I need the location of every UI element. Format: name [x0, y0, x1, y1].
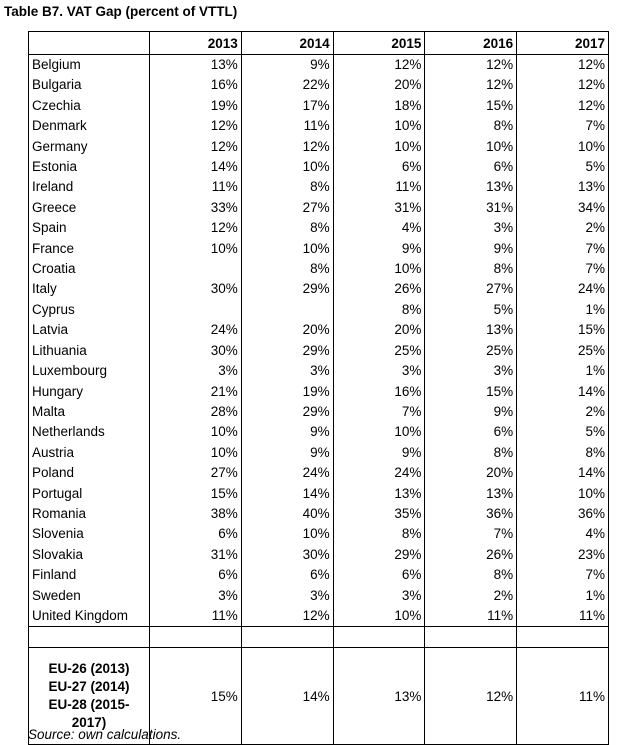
- value-cell: 10%: [333, 422, 425, 442]
- value-cell: 3%: [241, 586, 333, 606]
- country-cell: Hungary: [29, 382, 150, 402]
- value-cell: 25%: [333, 341, 425, 361]
- table-row: [29, 524, 609, 544]
- value-cell: 9%: [333, 239, 425, 259]
- value-cell: 35%: [333, 504, 425, 524]
- value-cell: 36%: [425, 504, 517, 524]
- value-cell: 29%: [241, 341, 333, 361]
- value-cell: 4%: [517, 524, 609, 544]
- table-row: [29, 504, 609, 524]
- table-row: [29, 137, 609, 157]
- value-cell: 26%: [425, 545, 517, 565]
- value-cell: 13%: [425, 320, 517, 340]
- value-cell: 3%: [333, 361, 425, 381]
- value-cell: 3%: [333, 586, 425, 606]
- value-cell: 10%: [333, 137, 425, 157]
- value-cell: 6%: [150, 565, 242, 585]
- value-cell: 13%: [150, 55, 242, 76]
- value-cell: 12%: [150, 116, 242, 136]
- empty-cell: [150, 627, 242, 648]
- value-cell: 11%: [517, 606, 609, 627]
- value-cell: 20%: [425, 463, 517, 483]
- value-cell: 3%: [425, 361, 517, 381]
- value-cell: 3%: [150, 586, 242, 606]
- value-cell: 10%: [333, 606, 425, 627]
- table-body: [29, 55, 609, 627]
- value-cell: [241, 300, 333, 320]
- value-cell: 25%: [425, 341, 517, 361]
- value-cell: 26%: [333, 279, 425, 299]
- value-cell: 2%: [517, 402, 609, 422]
- year-header: 2013: [150, 32, 242, 55]
- value-cell: 3%: [425, 218, 517, 238]
- value-cell: 10%: [241, 157, 333, 177]
- value-cell: 30%: [150, 279, 242, 299]
- value-cell: 3%: [150, 361, 242, 381]
- table-row: [29, 116, 609, 136]
- value-cell: 20%: [333, 320, 425, 340]
- value-cell: 8%: [241, 218, 333, 238]
- value-cell: 13%: [425, 177, 517, 197]
- value-cell: 12%: [517, 75, 609, 95]
- value-cell: 12%: [241, 606, 333, 627]
- value-cell: 12%: [425, 55, 517, 76]
- value-cell: 19%: [241, 382, 333, 402]
- eu-label-line: EU-26 (2013): [48, 661, 130, 677]
- table-title: Table B7. VAT Gap (percent of VTTL): [4, 4, 238, 19]
- value-cell: 12%: [517, 55, 609, 76]
- year-header: 2014: [241, 32, 333, 55]
- table-row: [29, 545, 609, 565]
- table-row: [29, 565, 609, 585]
- value-cell: 9%: [333, 443, 425, 463]
- eu-value-cell: 14%: [241, 648, 333, 745]
- country-cell: Portugal: [29, 484, 150, 504]
- value-cell: 11%: [150, 606, 242, 627]
- value-cell: 14%: [517, 463, 609, 483]
- value-cell: 12%: [241, 137, 333, 157]
- value-cell: 18%: [333, 96, 425, 116]
- value-cell: 29%: [241, 402, 333, 422]
- country-cell: Lithuania: [29, 341, 150, 361]
- table-row: [29, 606, 609, 627]
- value-cell: 1%: [517, 300, 609, 320]
- value-cell: 24%: [241, 463, 333, 483]
- value-cell: 12%: [425, 75, 517, 95]
- spacer-row: [29, 627, 609, 648]
- value-cell: 11%: [150, 177, 242, 197]
- value-cell: 9%: [425, 402, 517, 422]
- table-header: [29, 32, 609, 55]
- eu-value-cell: 12%: [425, 648, 517, 745]
- country-cell: Spain: [29, 218, 150, 238]
- table-row: [29, 443, 609, 463]
- value-cell: 15%: [425, 96, 517, 116]
- table-row: [29, 463, 609, 483]
- value-cell: 22%: [241, 75, 333, 95]
- value-cell: 24%: [333, 463, 425, 483]
- table-row: [29, 422, 609, 442]
- table-row: [29, 198, 609, 218]
- table-row: [29, 239, 609, 259]
- value-cell: 6%: [333, 565, 425, 585]
- value-cell: 7%: [517, 259, 609, 279]
- country-cell: Cyprus: [29, 300, 150, 320]
- header-corner-cell: [29, 32, 150, 55]
- table-row: [29, 361, 609, 381]
- table-row: [29, 586, 609, 606]
- value-cell: 8%: [425, 116, 517, 136]
- eu-value-cell: 13%: [333, 648, 425, 745]
- value-cell: 9%: [241, 422, 333, 442]
- value-cell: 7%: [517, 239, 609, 259]
- table-row: [29, 484, 609, 504]
- value-cell: 30%: [241, 545, 333, 565]
- value-cell: 8%: [517, 443, 609, 463]
- year-header: 2017: [517, 32, 609, 55]
- value-cell: 27%: [241, 198, 333, 218]
- value-cell: 19%: [150, 96, 242, 116]
- value-cell: 14%: [241, 484, 333, 504]
- table-row: [29, 96, 609, 116]
- value-cell: 10%: [333, 116, 425, 136]
- value-cell: 20%: [241, 320, 333, 340]
- value-cell: 5%: [517, 157, 609, 177]
- table-row: [29, 279, 609, 299]
- source-note: Source: own calculations.: [28, 727, 182, 742]
- empty-cell: [333, 627, 425, 648]
- table-row: [29, 177, 609, 197]
- country-cell: Bulgaria: [29, 75, 150, 95]
- value-cell: [150, 300, 242, 320]
- value-cell: 12%: [517, 96, 609, 116]
- value-cell: 23%: [517, 545, 609, 565]
- value-cell: 8%: [425, 565, 517, 585]
- country-cell: Netherlands: [29, 422, 150, 442]
- value-cell: 7%: [333, 402, 425, 422]
- country-cell: Czechia: [29, 96, 150, 116]
- value-cell: 11%: [425, 606, 517, 627]
- value-cell: 30%: [150, 341, 242, 361]
- year-header: 2016: [425, 32, 517, 55]
- eu-value-cell: 15%: [150, 648, 242, 745]
- table-row: [29, 382, 609, 402]
- value-cell: 17%: [241, 96, 333, 116]
- value-cell: 7%: [425, 524, 517, 544]
- value-cell: 34%: [517, 198, 609, 218]
- value-cell: 9%: [241, 55, 333, 76]
- country-cell: Malta: [29, 402, 150, 422]
- table-row: [29, 75, 609, 95]
- eu-value-cell: 11%: [517, 648, 609, 745]
- value-cell: 4%: [333, 218, 425, 238]
- value-cell: 31%: [425, 198, 517, 218]
- value-cell: 12%: [333, 55, 425, 76]
- table-row: [29, 341, 609, 361]
- value-cell: 14%: [150, 157, 242, 177]
- value-cell: 25%: [517, 341, 609, 361]
- value-cell: [150, 259, 242, 279]
- value-cell: 36%: [517, 504, 609, 524]
- empty-cell: [425, 627, 517, 648]
- value-cell: 2%: [425, 586, 517, 606]
- table-row: [29, 55, 609, 76]
- value-cell: 29%: [333, 545, 425, 565]
- year-header: 2015: [333, 32, 425, 55]
- country-cell: Austria: [29, 443, 150, 463]
- value-cell: 10%: [333, 259, 425, 279]
- value-cell: 2%: [517, 218, 609, 238]
- table-row: [29, 259, 609, 279]
- value-cell: 24%: [517, 279, 609, 299]
- value-cell: 11%: [241, 116, 333, 136]
- value-cell: 10%: [150, 443, 242, 463]
- value-cell: 8%: [241, 259, 333, 279]
- country-cell: Sweden: [29, 586, 150, 606]
- table-row: [29, 402, 609, 422]
- country-cell: Romania: [29, 504, 150, 524]
- country-cell: United Kingdom: [29, 606, 150, 627]
- value-cell: 1%: [517, 586, 609, 606]
- country-cell: Italy: [29, 279, 150, 299]
- value-cell: 15%: [425, 382, 517, 402]
- country-cell: Luxembourg: [29, 361, 150, 381]
- value-cell: 14%: [517, 382, 609, 402]
- table-row: [29, 300, 609, 320]
- value-cell: 3%: [241, 361, 333, 381]
- country-cell: France: [29, 239, 150, 259]
- empty-cell: [241, 627, 333, 648]
- value-cell: 10%: [517, 137, 609, 157]
- value-cell: 24%: [150, 320, 242, 340]
- value-cell: 6%: [150, 524, 242, 544]
- table-row: [29, 320, 609, 340]
- eu-label-line: EU-28 (2015-: [48, 697, 130, 713]
- value-cell: 33%: [150, 198, 242, 218]
- value-cell: 10%: [150, 239, 242, 259]
- value-cell: 15%: [150, 484, 242, 504]
- value-cell: 11%: [333, 177, 425, 197]
- value-cell: 16%: [333, 382, 425, 402]
- value-cell: 38%: [150, 504, 242, 524]
- value-cell: 20%: [333, 75, 425, 95]
- value-cell: 13%: [517, 177, 609, 197]
- country-cell: Latvia: [29, 320, 150, 340]
- value-cell: 6%: [333, 157, 425, 177]
- table-row: [29, 157, 609, 177]
- value-cell: 10%: [150, 422, 242, 442]
- value-cell: 6%: [425, 422, 517, 442]
- country-cell: Germany: [29, 137, 150, 157]
- value-cell: 12%: [150, 218, 242, 238]
- country-cell: Estonia: [29, 157, 150, 177]
- value-cell: 27%: [150, 463, 242, 483]
- country-cell: Ireland: [29, 177, 150, 197]
- country-cell: Slovakia: [29, 545, 150, 565]
- value-cell: 9%: [241, 443, 333, 463]
- country-cell: Finland: [29, 565, 150, 585]
- country-cell: Denmark: [29, 116, 150, 136]
- value-cell: 31%: [333, 198, 425, 218]
- value-cell: 7%: [517, 116, 609, 136]
- value-cell: 10%: [517, 484, 609, 504]
- value-cell: 31%: [150, 545, 242, 565]
- country-cell: Greece: [29, 198, 150, 218]
- country-cell: Slovenia: [29, 524, 150, 544]
- value-cell: 7%: [517, 565, 609, 585]
- value-cell: 8%: [333, 300, 425, 320]
- country-cell: Belgium: [29, 55, 150, 76]
- value-cell: 10%: [241, 239, 333, 259]
- value-cell: 10%: [241, 524, 333, 544]
- value-cell: 15%: [517, 320, 609, 340]
- eu-label-line: 2017): [71, 715, 107, 731]
- value-cell: 13%: [425, 484, 517, 504]
- value-cell: 6%: [425, 157, 517, 177]
- value-cell: 6%: [241, 565, 333, 585]
- value-cell: 9%: [425, 239, 517, 259]
- header-row: [29, 32, 609, 55]
- value-cell: 8%: [425, 443, 517, 463]
- value-cell: 21%: [150, 382, 242, 402]
- value-cell: 10%: [425, 137, 517, 157]
- value-cell: 1%: [517, 361, 609, 381]
- empty-cell: [517, 627, 609, 648]
- value-cell: 8%: [241, 177, 333, 197]
- eu-label-line: EU-27 (2014): [48, 679, 130, 695]
- value-cell: 40%: [241, 504, 333, 524]
- country-cell: Croatia: [29, 259, 150, 279]
- value-cell: 16%: [150, 75, 242, 95]
- value-cell: 29%: [241, 279, 333, 299]
- value-cell: 27%: [425, 279, 517, 299]
- value-cell: 8%: [425, 259, 517, 279]
- value-cell: 13%: [333, 484, 425, 504]
- value-cell: 5%: [517, 422, 609, 442]
- value-cell: 28%: [150, 402, 242, 422]
- empty-cell: [29, 627, 150, 648]
- table-row: [29, 218, 609, 238]
- value-cell: 12%: [150, 137, 242, 157]
- value-cell: 5%: [425, 300, 517, 320]
- value-cell: 8%: [333, 524, 425, 544]
- vat-gap-table: [28, 31, 609, 745]
- country-cell: Poland: [29, 463, 150, 483]
